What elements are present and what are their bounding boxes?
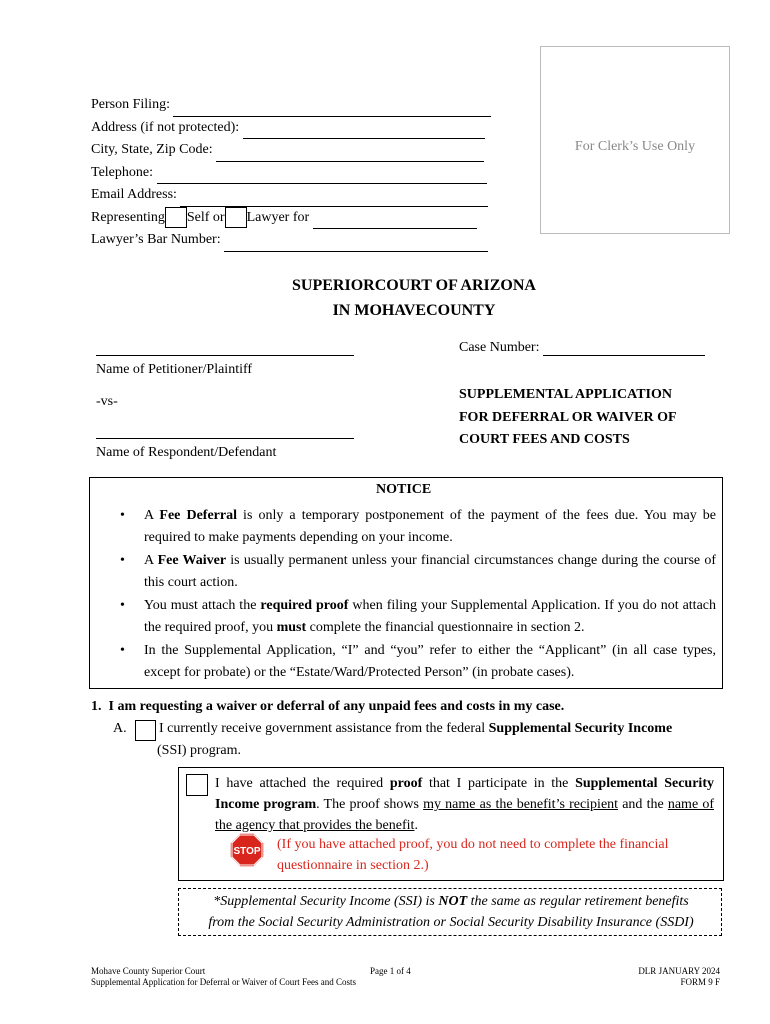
court-title-line1: SUPERIORCOURT OF ARIZONA [292, 277, 536, 294]
ssi-note: *Supplemental Security Income (SSI) is NOT the same as regular retirement benefits from the Social Security Administration or Social Security Disability Insurance (SSDI) [208, 894, 694, 930]
person-filing-label: Person Filing: [91, 97, 170, 112]
representing-label: Representing [91, 209, 165, 225]
proof-attached-checkbox[interactable] [186, 774, 208, 796]
address-field[interactable] [243, 124, 485, 139]
stop-note-line2: questionnaire in section 2.) [277, 858, 429, 873]
city-label: City, State, Zip Code: [91, 142, 213, 157]
ssi-checkbox[interactable] [135, 720, 156, 741]
stop-note [277, 834, 668, 876]
respondent-label: Name of Respondent/Defendant [96, 445, 277, 460]
footer-left [91, 966, 356, 988]
form-title-line2: FOR DEFERRAL OR WAIVER OF [459, 409, 677, 425]
notice-heading: NOTICE [376, 482, 432, 497]
stop-sign-label: STOP [233, 846, 261, 857]
notice-bullet-applicant: • In the Supplemental Application, “I” and “you” refer to either the “Applicant” (in all case types, except for probate) or the “Estate/Ward/Protected Person” (in probate cases). [120, 643, 716, 680]
clerk-use-label: For Clerk’s Use Only [574, 139, 696, 154]
lawyer-checkbox[interactable] [225, 207, 247, 228]
stop-note-line1: (If you have attached proof, you do not need to complete the financial [277, 837, 669, 852]
case-number-label: Case Number: [459, 340, 540, 355]
lawyer-for-label: Lawyer for [246, 209, 310, 225]
telephone-field[interactable] [157, 169, 487, 184]
footer-date: DLR JANUARY 2024 [638, 966, 720, 976]
case-number-field[interactable] [543, 341, 705, 356]
ssi-statement-cont: (SSI) program. [157, 743, 241, 758]
bar-number-field[interactable] [224, 237, 488, 252]
email-label: Email Address: [91, 187, 177, 202]
telephone-label: Telephone: [91, 164, 153, 180]
notice-bullet-deferral: • A Fee Deferral is only a temporary postponement of the payment of the fees due. You may be required to make payments depending on your income. [120, 508, 717, 545]
option-a-label: A. [113, 721, 127, 736]
notice-bullet-proof: • You must attach the required proof when filing your Supplemental Application. If you do not attach the required proof, you must complete the financial questionnaire in section 2. [120, 598, 717, 635]
form-title-line3: COURT FEES AND COSTS [459, 432, 630, 447]
footer-page-number: Page 1 of 4 [370, 966, 411, 976]
clerk-use-box [540, 46, 730, 234]
email-field[interactable] [180, 192, 488, 207]
ssi-statement: I currently receive government assistance from the federal Supplemental Security Income [159, 721, 673, 736]
address-label: Address (if not protected): [91, 119, 240, 135]
footer-form-name: Supplemental Application for Deferral or Waiver of Court Fees and Costs [91, 977, 357, 987]
footer-court: Mohave County Superior Court [91, 966, 206, 976]
proof-statement: I have attached the required proof that I participate in the Supplemental Security Income program. The proof shows my name as the benefit’s recipient and the name of the agency that provides the benefit. [215, 776, 714, 833]
person-filing-field[interactable] [173, 102, 491, 117]
lawyer-for-field[interactable] [313, 214, 477, 229]
petitioner-label: Name of Petitioner/Plaintiff [96, 362, 253, 377]
section1-heading: 1. I am requesting a waiver or deferral of any unpaid fees and costs in my case. [91, 699, 565, 714]
footer-right [560, 966, 720, 988]
court-title-line2: IN MOHAVECOUNTY [332, 302, 496, 319]
filer-info-block [91, 94, 491, 252]
self-checkbox[interactable] [165, 207, 187, 228]
notice-bullet-waiver: • A Fee Waiver is usually permanent unless your financial circumstances change during the course of this court action. [120, 553, 716, 590]
stop-sign-icon [229, 832, 265, 868]
vs-label: -vs- [96, 394, 118, 409]
form-title-line1: SUPPLEMENTAL APPLICATION [459, 387, 673, 402]
bar-number-label: Lawyer’s Bar Number: [91, 232, 221, 247]
petitioner-field[interactable] [96, 341, 354, 356]
form-title [459, 384, 677, 452]
court-title [0, 273, 770, 323]
footer-form-number: FORM 9 F [680, 977, 720, 987]
respondent-field[interactable] [96, 424, 354, 439]
self-label: Self or [186, 209, 225, 225]
case-number-row [459, 340, 705, 356]
city-state-zip-field[interactable] [216, 147, 484, 162]
